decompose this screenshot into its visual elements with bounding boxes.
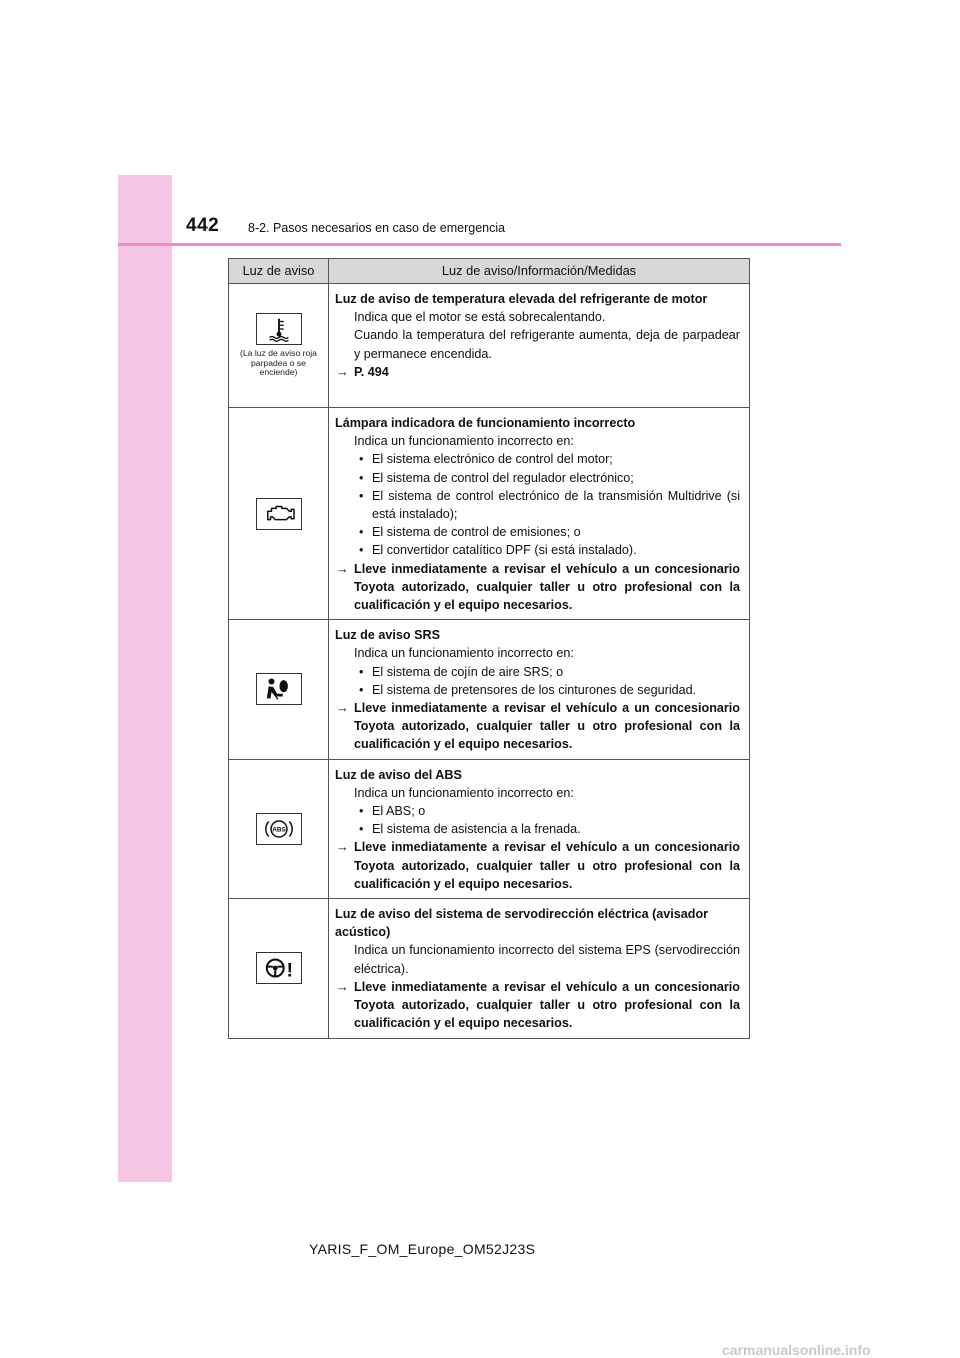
details-cell (329, 759, 750, 898)
arrow-icon: → (336, 979, 349, 994)
table-row (229, 620, 750, 759)
bullet-item: • El sistema de control del regulador electrónico; (335, 469, 740, 487)
abs-icon (256, 813, 302, 845)
table-row (229, 759, 750, 898)
bullet-item: • El sistema electrónico de control del motor; (335, 450, 740, 468)
bullet-item: • El convertidor catalítico DPF (si está instalado). (335, 541, 740, 559)
exclamation-mark: ! (286, 959, 293, 982)
table-row (229, 284, 750, 408)
action-line (335, 838, 740, 893)
icon-cell (229, 408, 329, 620)
icon-cell (229, 620, 329, 759)
airbag-srs-icon (256, 673, 302, 705)
row-title: Lámpara indicadora de funcionamiento incorrecto (335, 416, 636, 430)
column-header-warning-light: Luz de aviso (229, 259, 329, 284)
coolant-temperature-icon (256, 313, 302, 345)
action-line (335, 363, 740, 381)
bullet-item: • El sistema de control electrónico de la transmisión Multidrive (si está instalado); (335, 487, 740, 523)
description-line: Indica un funcionamiento incorrecto en: (354, 646, 574, 661)
page-reference: P. 494 (354, 364, 389, 379)
icon-cell (229, 899, 329, 1038)
document-code: YARIS_F_OM_Europe_OM52J23S (309, 1241, 536, 1257)
column-header-details: Luz de aviso/Información/Medidas (329, 259, 750, 284)
arrow-icon: → (336, 364, 349, 379)
table-header-row (229, 259, 750, 284)
row-title: Luz de aviso SRS (335, 628, 440, 643)
action-text: Lleve inmediatamente a revisar el vehículo a un concesionario Toyota autorizado, cualquier taller u otro profesional con la cualificación y el equipo necesarios. (354, 840, 740, 891)
icon-note: (La luz de aviso roja parpadea o se enciende) (240, 348, 317, 378)
bullet-item: • El sistema de cojín de aire SRS; o (335, 663, 740, 681)
action-line (335, 699, 740, 754)
icon-cell (229, 759, 329, 898)
section-title: 8-2. Pasos necesarios en caso de emergencia (248, 221, 506, 235)
bullet-item: • El sistema de asistencia a la frenada. (335, 820, 740, 838)
action-line (335, 978, 740, 1033)
details-cell (329, 408, 750, 620)
table-row (229, 408, 750, 620)
description-line: Indica que el motor se está sobrecalentando. (354, 310, 606, 325)
row-title: Luz de aviso del sistema de servodirección eléctrica (avisador acústico) (335, 907, 709, 940)
action-text: Lleve inmediatamente a revisar el vehículo a un concesionario Toyota autorizado, cualquier taller u otro profesional con la cualificación y el equipo necesarios. (354, 979, 740, 1031)
warning-lights-table (228, 258, 750, 1039)
bullet-item: • El sistema de control de emisiones; o (335, 523, 740, 541)
power-steering-warning-icon (256, 952, 302, 984)
pink-side-band (118, 175, 172, 1182)
action-line (335, 560, 740, 615)
description-line: Indica un funcionamiento incorrecto en: (354, 434, 574, 449)
description-line: Cuando la temperatura del refrigerante aumenta, deja de parpadear y permanece encendida. (354, 328, 740, 361)
description-line: Indica un funcionamiento incorrecto en: (354, 785, 574, 800)
arrow-icon: → (336, 561, 349, 576)
details-cell (329, 620, 750, 759)
bullet-item: • El sistema de pretensores de los cinturones de seguridad. (335, 681, 740, 699)
action-text: Lleve inmediatamente a revisar el vehículo a un concesionario Toyota autorizado, cualquier taller u otro profesional con la cualificación y el equipo necesarios. (354, 701, 740, 752)
bullet-item: • El ABS; o (335, 802, 740, 820)
check-engine-icon (256, 498, 302, 530)
action-text: Lleve inmediatamente a revisar el vehículo a un concesionario Toyota autorizado, cualquier taller u otro profesional con la cualificación y el equipo necesarios. (354, 561, 740, 613)
icon-cell (229, 284, 329, 408)
page-number: 442 (186, 215, 220, 236)
arrow-icon: → (336, 701, 349, 716)
details-cell (329, 284, 750, 408)
arrow-icon: → (336, 840, 349, 855)
description-line: Indica un funcionamiento incorrecto del sistema EPS (servodirección eléctrica). (354, 943, 740, 976)
header-divider (118, 243, 841, 246)
row-title: Luz de aviso del ABS (335, 767, 462, 782)
abs-icon-label: ABS (271, 826, 286, 834)
table-row (229, 899, 750, 1038)
details-cell (329, 899, 750, 1038)
watermark: carmanualsonline.info (722, 1342, 871, 1358)
row-title: Luz de aviso de temperatura elevada del refrigerante de motor (335, 292, 708, 306)
